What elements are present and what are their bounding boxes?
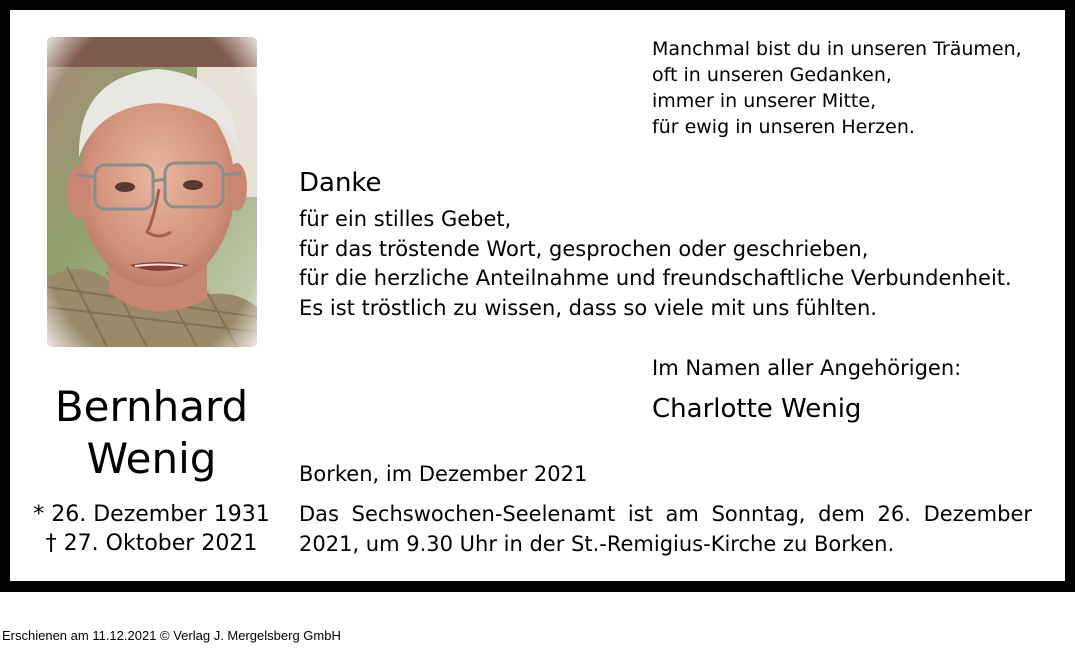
thanks-line: für das tröstende Wort, gesprochen oder geschrieben, [299,236,869,261]
memorial-service-notice [299,499,1032,559]
poem-line: oft in unseren Gedanken, [652,64,892,86]
death-date: † 27. Oktober 2021 [45,531,258,556]
portrait-illustration [47,37,257,347]
deceased-last-name: Wenig [86,434,217,483]
portrait-photo [47,37,257,347]
publication-footer: Erschienen am 11.12.2021 © Verlag J. Mergelsberg GmbH [2,628,341,643]
signer-name: Charlotte Wenig [652,394,862,424]
notice-line: 2021, um 9.30 Uhr in der St.-Remigius-Kirche zu Borken. [299,532,895,556]
poem-line: Manchmal bist du in unseren Träumen, [652,38,1022,60]
birth-date: * 26. Dezember 1931 [33,502,270,527]
poem [652,36,1022,140]
thanks-text [299,205,1012,323]
notice-line: Das Sechswochen-Seelenamt ist am Sonntag, dem 26. Dezember [299,502,1032,526]
thanks-line: für die herzliche Anteilnahme und freundschaftliche Verbundenheit. [299,266,1012,290]
thanks-line: für ein stilles Gebet, [299,207,512,231]
notice-panel [10,10,1065,581]
poem-line: für ewig in unseren Herzen. [652,116,915,138]
on-behalf-text: Im Namen aller Angehörigen: [652,356,962,380]
place-date: Borken, im Dezember 2021 [299,462,588,486]
poem-line: immer in unserer Mitte, [652,90,877,112]
thanks-title: Danke [299,168,382,198]
deceased-first-name: Bernhard [54,382,249,431]
thanks-line: Es ist tröstlich zu wissen, dass so viele mit uns fühlten. [299,295,877,320]
